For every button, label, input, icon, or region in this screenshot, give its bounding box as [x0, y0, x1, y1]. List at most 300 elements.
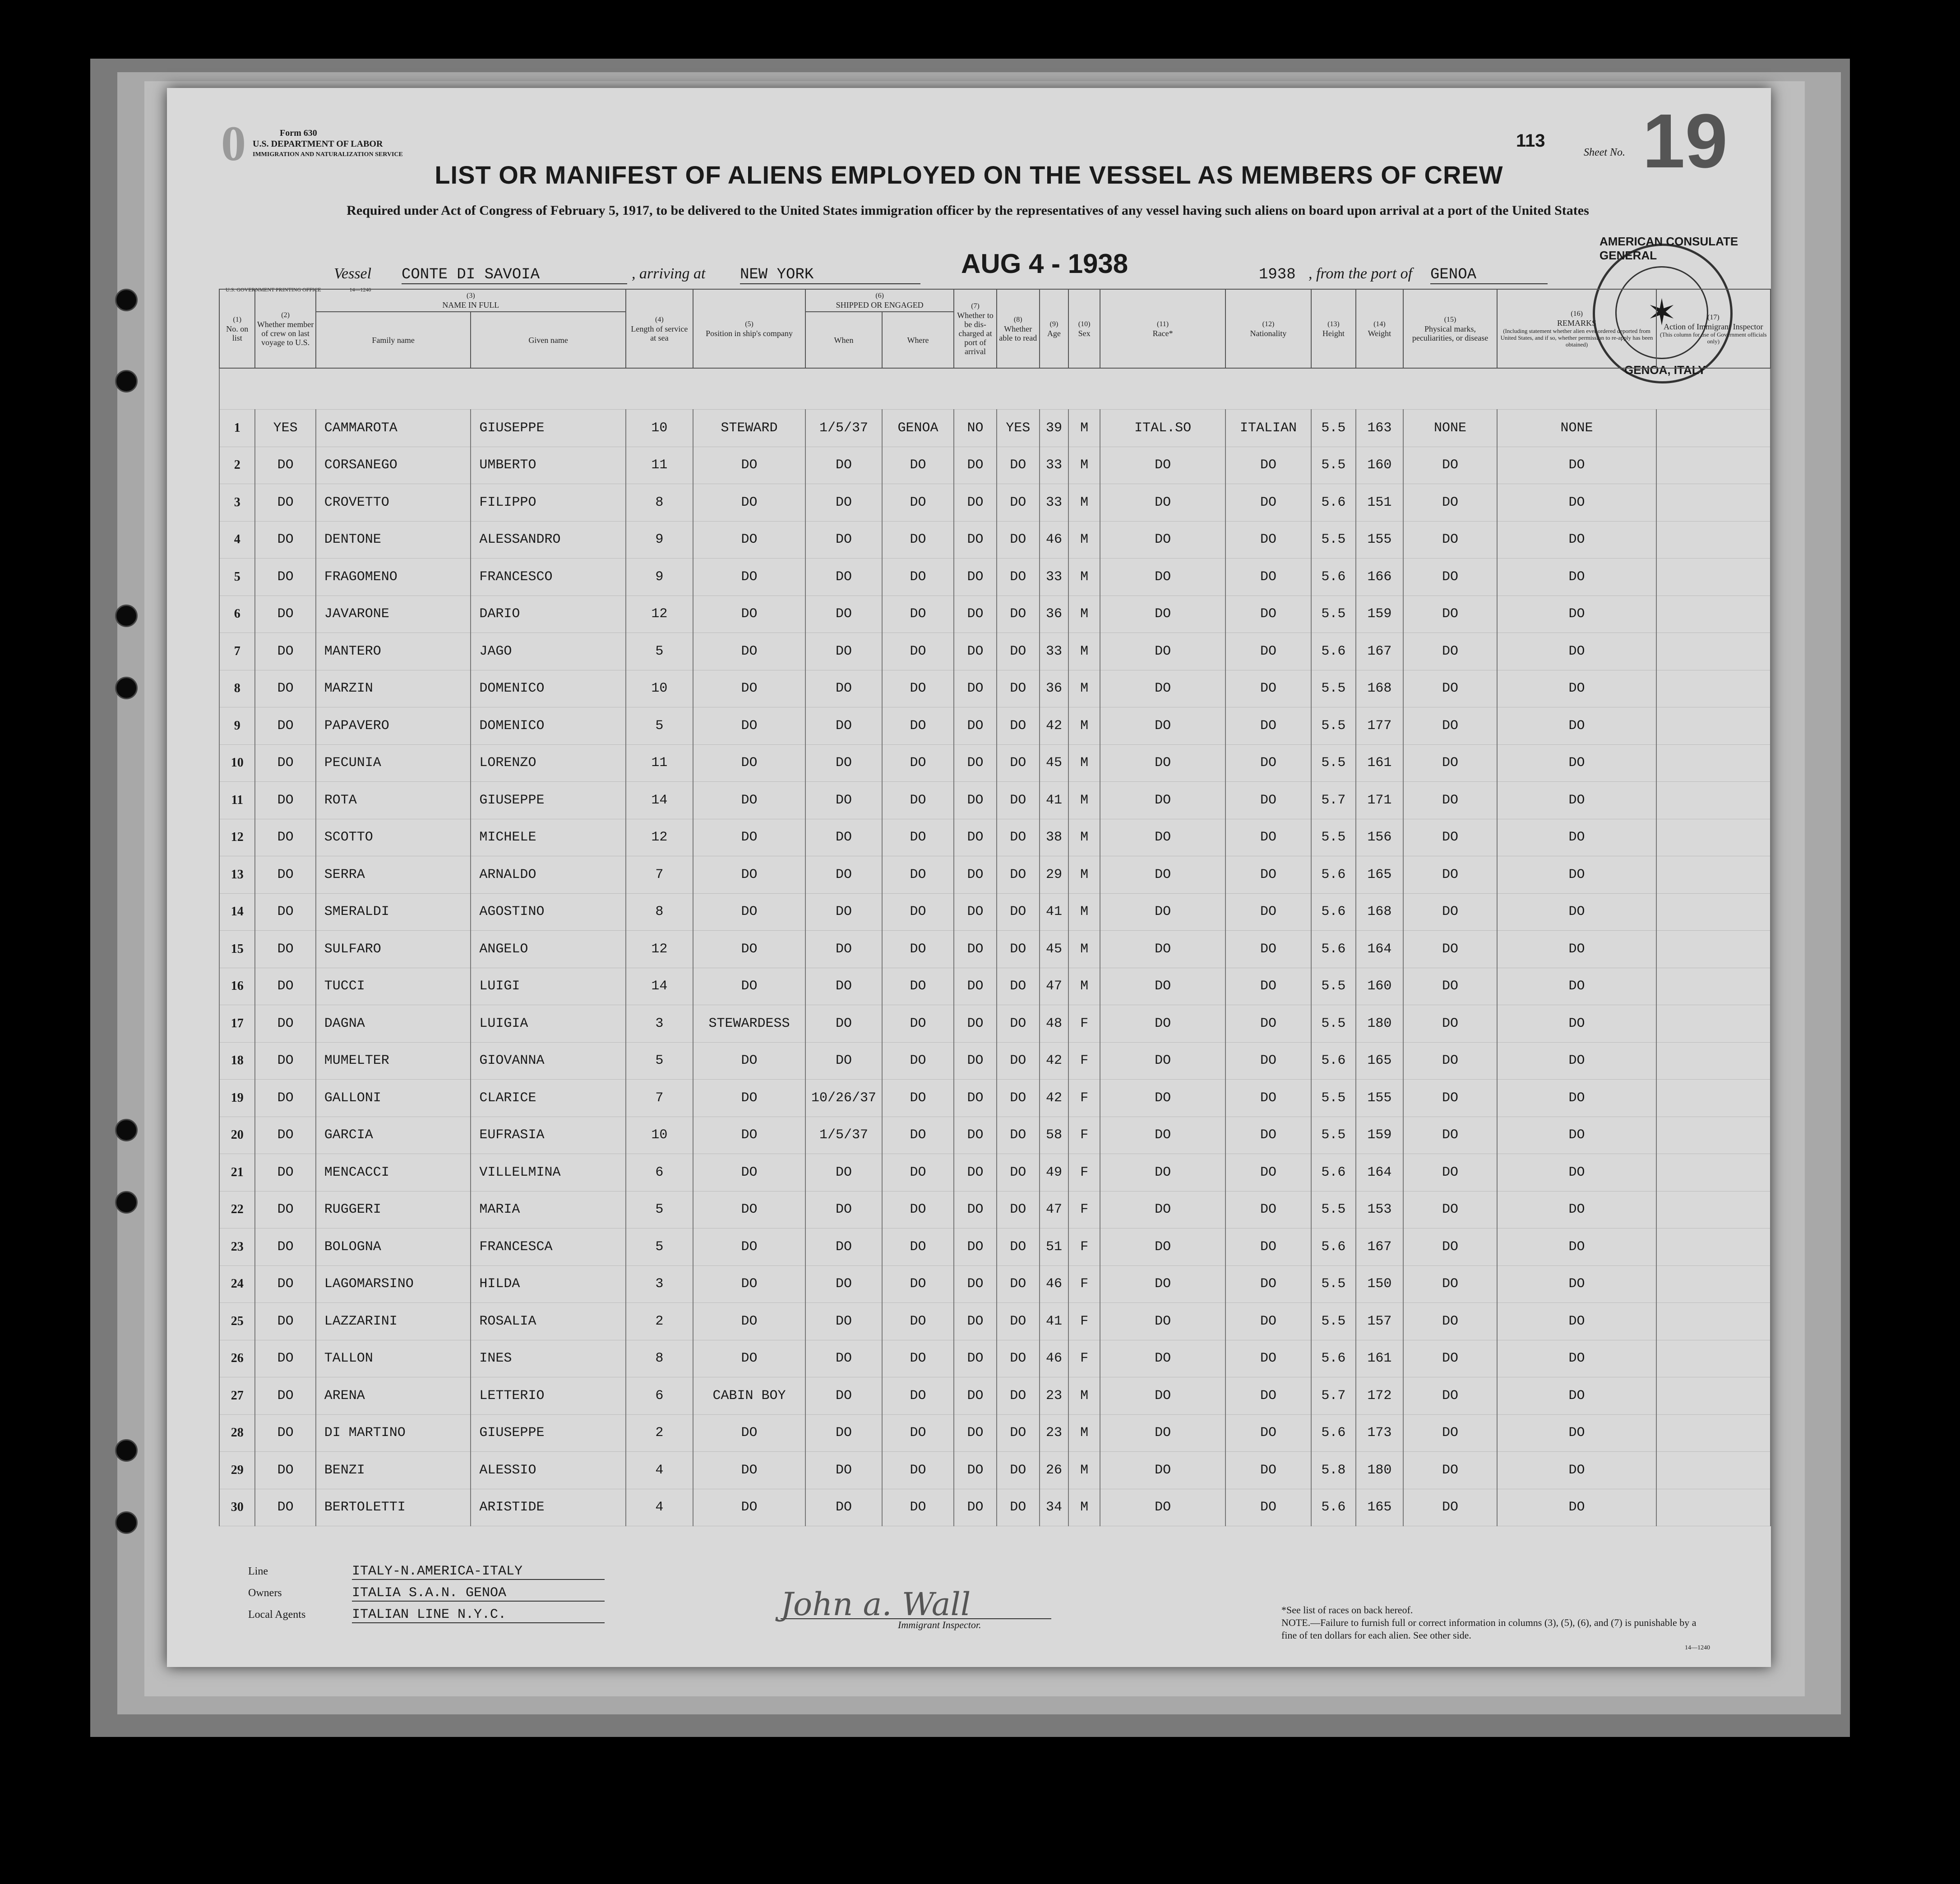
family-name-cell: ARENA	[316, 1377, 471, 1415]
col-header-height: (13) Height	[1311, 289, 1356, 368]
service-cell: 14	[626, 782, 693, 819]
given-name-cell: JAGO	[471, 633, 625, 670]
race-cell: DO	[1100, 521, 1225, 559]
sex-cell: F	[1068, 1228, 1100, 1266]
race-cell: DO	[1100, 1265, 1225, 1303]
service-cell: 12	[626, 931, 693, 968]
weight-cell: 155	[1356, 521, 1403, 559]
service-cell: 5	[626, 1191, 693, 1228]
sex-cell: M	[1068, 670, 1100, 707]
sex-cell: F	[1068, 1042, 1100, 1080]
position-cell: DO	[693, 670, 805, 707]
nationality-cell: DO	[1225, 1005, 1311, 1043]
read-cell: DO	[997, 1191, 1040, 1228]
sex-cell: M	[1068, 968, 1100, 1005]
shipped-when-cell: DO	[805, 819, 882, 856]
discharged-cell: DO	[954, 1452, 997, 1489]
given-name-cell: GIOVANNA	[471, 1042, 625, 1080]
no-cell: 25	[219, 1303, 255, 1340]
table-row	[219, 968, 1770, 1005]
shipped-where-cell: DO	[882, 782, 954, 819]
service-cell: 3	[626, 1265, 693, 1303]
family-name-cell: SULFARO	[316, 931, 471, 968]
remarks-cell: DO	[1497, 596, 1656, 633]
family-name-cell: MENCACCI	[316, 1154, 471, 1191]
shipped-where-cell: DO	[882, 596, 954, 633]
weight-cell: 168	[1356, 670, 1403, 707]
sex-cell: M	[1068, 856, 1100, 894]
nationality-cell: DO	[1225, 633, 1311, 670]
remarks-cell: DO	[1497, 559, 1656, 596]
shipped-where-cell: DO	[882, 1414, 954, 1452]
nationality-cell: DO	[1225, 1377, 1311, 1415]
sex-cell: M	[1068, 931, 1100, 968]
remarks-cell: DO	[1497, 633, 1656, 670]
crew-cell: DO	[255, 1191, 315, 1228]
shipped-when-cell: DO	[805, 484, 882, 522]
race-cell: DO	[1100, 484, 1225, 522]
given-name-cell: FILIPPO	[471, 484, 625, 522]
marks-cell: DO	[1403, 633, 1498, 670]
shipped-when-cell: DO	[805, 447, 882, 484]
table-row	[219, 1117, 1770, 1154]
no-cell: 15	[219, 931, 255, 968]
given-name-cell: LORENZO	[471, 744, 625, 782]
weight-cell: 161	[1356, 744, 1403, 782]
read-cell: DO	[997, 1228, 1040, 1266]
inspector-action-cell	[1656, 1414, 1770, 1452]
position-cell: DO	[693, 633, 805, 670]
remarks-cell: DO	[1497, 1228, 1656, 1266]
family-name-cell: DAGNA	[316, 1005, 471, 1043]
crew-cell: DO	[255, 1117, 315, 1154]
race-cell: DO	[1100, 1340, 1225, 1377]
discharged-cell: DO	[954, 1303, 997, 1340]
crew-cell: DO	[255, 1005, 315, 1043]
arrival-date-stamp: AUG 4 - 1938	[961, 249, 1128, 279]
shipped-when-cell: DO	[805, 633, 882, 670]
shipped-where-cell: DO	[882, 744, 954, 782]
service-cell: 10	[626, 1117, 693, 1154]
form-number: Form 630	[280, 128, 317, 138]
vessel-line	[334, 249, 1687, 289]
age-cell: 41	[1040, 893, 1069, 931]
service-name: IMMIGRATION AND NATURALIZATION SERVICE	[253, 151, 403, 158]
read-cell: DO	[997, 670, 1040, 707]
marks-cell: DO	[1403, 1154, 1498, 1191]
weight-cell: 150	[1356, 1265, 1403, 1303]
service-cell: 4	[626, 1452, 693, 1489]
sex-cell: M	[1068, 521, 1100, 559]
discharged-cell: DO	[954, 1228, 997, 1266]
discharged-cell: DO	[954, 1340, 997, 1377]
race-cell: DO	[1100, 1080, 1225, 1117]
weight-cell: 164	[1356, 931, 1403, 968]
marks-cell: DO	[1403, 1042, 1498, 1080]
race-footnote: *See list of races on back hereof.	[1281, 1604, 1413, 1616]
col-header-nationality: (12) Nationality	[1225, 289, 1311, 368]
crew-cell: DO	[255, 782, 315, 819]
height-cell: 5.6	[1311, 1414, 1356, 1452]
given-name-cell: GIUSEPPE	[471, 1414, 625, 1452]
arrival-year: 1938	[1259, 266, 1296, 283]
shipped-where-cell: DO	[882, 559, 954, 596]
discharged-cell: DO	[954, 521, 997, 559]
table-row	[219, 559, 1770, 596]
discharged-cell: DO	[954, 1377, 997, 1415]
given-name-cell: ALESSIO	[471, 1452, 625, 1489]
age-cell: 48	[1040, 1005, 1069, 1043]
given-name-cell: MARIA	[471, 1191, 625, 1228]
shipped-where-cell: DO	[882, 856, 954, 894]
sex-cell: F	[1068, 1265, 1100, 1303]
service-cell: 12	[626, 596, 693, 633]
shipped-where-cell: DO	[882, 1340, 954, 1377]
shipped-where-cell: DO	[882, 1228, 954, 1266]
weight-cell: 166	[1356, 559, 1403, 596]
inspector-action-cell	[1656, 596, 1770, 633]
discharged-cell: DO	[954, 744, 997, 782]
no-cell: 5	[219, 559, 255, 596]
read-cell: DO	[997, 744, 1040, 782]
footer-code: 14—1240	[1685, 1644, 1710, 1651]
marks-cell: DO	[1403, 1117, 1498, 1154]
height-cell: 5.6	[1311, 856, 1356, 894]
table-row	[219, 670, 1770, 707]
service-cell: 11	[626, 744, 693, 782]
discharged-cell: DO	[954, 1414, 997, 1452]
fine-note: NOTE.—Failure to furnish full or correct information in columns (3), (5), (6), and (7) is punishable by a fine of ten dollars for each alien. See other side.	[1281, 1617, 1697, 1641]
read-cell: DO	[997, 1042, 1040, 1080]
family-name-cell: PAPAVERO	[316, 707, 471, 745]
height-cell: 5.5	[1311, 670, 1356, 707]
owners-value: ITALIA S.A.N. GENOA	[352, 1585, 605, 1602]
marks-cell: DO	[1403, 1005, 1498, 1043]
read-cell: DO	[997, 447, 1040, 484]
spacer-row	[219, 368, 1770, 410]
shipped-when-cell: DO	[805, 1340, 882, 1377]
age-cell: 26	[1040, 1452, 1069, 1489]
shipped-when-cell: DO	[805, 596, 882, 633]
service-cell: 6	[626, 1377, 693, 1415]
position-cell: DO	[693, 559, 805, 596]
shipped-when-cell: DO	[805, 1377, 882, 1415]
remarks-cell: DO	[1497, 1117, 1656, 1154]
printer-name: U.S. GOVERNMENT PRINTING OFFICE	[226, 286, 321, 293]
height-cell: 5.8	[1311, 1452, 1356, 1489]
nationality-cell: DO	[1225, 1191, 1311, 1228]
shipped-when-cell: DO	[805, 1414, 882, 1452]
given-name-cell: DOMENICO	[471, 707, 625, 745]
header-row	[219, 289, 1770, 312]
sex-cell: M	[1068, 744, 1100, 782]
inspector-action-cell	[1656, 1154, 1770, 1191]
discharged-cell: DO	[954, 484, 997, 522]
age-cell: 46	[1040, 1265, 1069, 1303]
col-header-shipped: (6) SHIPPED OR ENGAGED	[805, 289, 954, 312]
shipped-when-cell: DO	[805, 931, 882, 968]
age-cell: 41	[1040, 1303, 1069, 1340]
marks-cell: DO	[1403, 856, 1498, 894]
read-cell: DO	[997, 633, 1040, 670]
given-name-cell: INES	[471, 1340, 625, 1377]
given-name-cell: GIUSEPPE	[471, 782, 625, 819]
shipped-when-cell: DO	[805, 1452, 882, 1489]
age-cell: 41	[1040, 782, 1069, 819]
age-cell: 58	[1040, 1117, 1069, 1154]
position-cell: DO	[693, 893, 805, 931]
weight-cell: 177	[1356, 707, 1403, 745]
remarks-cell: DO	[1497, 1489, 1656, 1526]
no-cell: 17	[219, 1005, 255, 1043]
departure-port: GENOA	[1430, 266, 1548, 284]
given-name-cell: DARIO	[471, 596, 625, 633]
family-name-cell: MUMELTER	[316, 1042, 471, 1080]
binder-hole	[115, 289, 138, 311]
col-header-crew: (2) Whether member of crew on last voyage to U.S.	[255, 289, 315, 368]
age-cell: 33	[1040, 447, 1069, 484]
table-row	[219, 1042, 1770, 1080]
shipped-when-cell: 10/26/37	[805, 1080, 882, 1117]
position-cell: DO	[693, 1303, 805, 1340]
sex-cell: F	[1068, 1080, 1100, 1117]
sex-cell: M	[1068, 410, 1100, 447]
col-header-family: Family name	[316, 312, 471, 368]
shipped-where-cell: DO	[882, 447, 954, 484]
table-row	[219, 1452, 1770, 1489]
remarks-cell: DO	[1497, 1377, 1656, 1415]
height-cell: 5.6	[1311, 1228, 1356, 1266]
shipped-when-cell: 1/5/37	[805, 1117, 882, 1154]
race-cell: DO	[1100, 596, 1225, 633]
table-row	[219, 782, 1770, 819]
read-cell: DO	[997, 893, 1040, 931]
read-cell: DO	[997, 1414, 1040, 1452]
discharged-cell: DO	[954, 1489, 997, 1526]
no-cell: 26	[219, 1340, 255, 1377]
inspector-action-cell	[1656, 521, 1770, 559]
remarks-cell: DO	[1497, 670, 1656, 707]
remarks-cell: DO	[1497, 1080, 1656, 1117]
binder-hole	[115, 370, 138, 392]
inspector-action-cell	[1656, 968, 1770, 1005]
age-cell: 36	[1040, 596, 1069, 633]
no-cell: 19	[219, 1080, 255, 1117]
height-cell: 5.5	[1311, 1005, 1356, 1043]
weight-cell: 157	[1356, 1303, 1403, 1340]
table-row	[219, 819, 1770, 856]
crew-cell: DO	[255, 1303, 315, 1340]
marks-cell: DO	[1403, 1340, 1498, 1377]
crew-cell: DO	[255, 596, 315, 633]
department-name: U.S. DEPARTMENT OF LABOR	[253, 139, 383, 149]
no-cell: 27	[219, 1377, 255, 1415]
crew-cell: DO	[255, 559, 315, 596]
inspector-action-cell	[1656, 1303, 1770, 1340]
inspector-action-cell	[1656, 410, 1770, 447]
service-cell: 11	[626, 447, 693, 484]
shipped-where-cell: DO	[882, 484, 954, 522]
service-cell: 3	[626, 1005, 693, 1043]
family-name-cell: TUCCI	[316, 968, 471, 1005]
shipped-when-cell: DO	[805, 893, 882, 931]
age-cell: 33	[1040, 633, 1069, 670]
position-cell: DO	[693, 968, 805, 1005]
family-name-cell: BOLOGNA	[316, 1228, 471, 1266]
age-cell: 23	[1040, 1377, 1069, 1415]
table-row	[219, 1265, 1770, 1303]
remarks-cell: DO	[1497, 968, 1656, 1005]
shipped-where-cell: DO	[882, 670, 954, 707]
given-name-cell: ALESSANDRO	[471, 521, 625, 559]
nationality-cell: DO	[1225, 447, 1311, 484]
shipped-when-cell: DO	[805, 1005, 882, 1043]
family-name-cell: GALLONI	[316, 1080, 471, 1117]
age-cell: 45	[1040, 744, 1069, 782]
height-cell: 5.5	[1311, 1117, 1356, 1154]
document-subtitle: Required under Act of Congress of February 5, 1917, to be delivered to the United States immigration officer by the representatives of any vessel having such aliens on board upon arrival at a port of the United States	[347, 203, 1589, 218]
weight-cell: 163	[1356, 410, 1403, 447]
read-cell: DO	[997, 856, 1040, 894]
nationality-cell: ITALIAN	[1225, 410, 1311, 447]
sex-cell: F	[1068, 1191, 1100, 1228]
table-row	[219, 1303, 1770, 1340]
marks-cell: DO	[1403, 1303, 1498, 1340]
service-cell: 7	[626, 856, 693, 894]
age-cell: 34	[1040, 1489, 1069, 1526]
nationality-cell: DO	[1225, 1042, 1311, 1080]
shipped-where-cell: DO	[882, 1191, 954, 1228]
age-cell: 42	[1040, 1080, 1069, 1117]
discharged-cell: DO	[954, 968, 997, 1005]
crew-cell: DO	[255, 744, 315, 782]
col-header-race: (11) Race*	[1100, 289, 1225, 368]
sex-cell: M	[1068, 1489, 1100, 1526]
discharged-cell: DO	[954, 856, 997, 894]
inspector-action-cell	[1656, 447, 1770, 484]
no-cell: 1	[219, 410, 255, 447]
family-name-cell: CORSANEGO	[316, 447, 471, 484]
table-row	[219, 1489, 1770, 1526]
family-name-cell: BERTOLETTI	[316, 1489, 471, 1526]
shipped-when-cell: DO	[805, 856, 882, 894]
height-cell: 5.5	[1311, 596, 1356, 633]
crew-cell: DO	[255, 521, 315, 559]
shipped-where-cell: DO	[882, 1042, 954, 1080]
position-cell: DO	[693, 782, 805, 819]
sex-cell: F	[1068, 1005, 1100, 1043]
sex-cell: F	[1068, 1340, 1100, 1377]
read-cell: YES	[997, 410, 1040, 447]
position-cell: DO	[693, 1414, 805, 1452]
service-cell: 5	[626, 633, 693, 670]
race-cell: DO	[1100, 893, 1225, 931]
from-port-label: , from the port of	[1308, 265, 1413, 282]
weight-cell: 165	[1356, 1042, 1403, 1080]
crew-cell: DO	[255, 707, 315, 745]
shipped-when-cell: DO	[805, 707, 882, 745]
inspector-action-cell	[1656, 782, 1770, 819]
height-cell: 5.5	[1311, 744, 1356, 782]
nationality-cell: DO	[1225, 1117, 1311, 1154]
binder-hole	[115, 1191, 138, 1214]
crew-manifest-table	[219, 289, 1771, 1526]
crew-rows	[219, 410, 1770, 1526]
inspector-action-cell	[1656, 1191, 1770, 1228]
line-label: Line	[248, 1565, 268, 1577]
weight-cell: 161	[1356, 1340, 1403, 1377]
no-cell: 9	[219, 707, 255, 745]
age-cell: 39	[1040, 410, 1069, 447]
given-name-cell: HILDA	[471, 1265, 625, 1303]
nationality-cell: DO	[1225, 856, 1311, 894]
read-cell: DO	[997, 819, 1040, 856]
shipped-when-cell: DO	[805, 968, 882, 1005]
crew-cell: DO	[255, 1377, 315, 1415]
discharged-cell: DO	[954, 1154, 997, 1191]
family-name-cell: CAMMAROTA	[316, 410, 471, 447]
binder-hole	[115, 1511, 138, 1534]
shipped-where-cell: DO	[882, 819, 954, 856]
height-cell: 5.6	[1311, 484, 1356, 522]
age-cell: 46	[1040, 521, 1069, 559]
weight-cell: 168	[1356, 893, 1403, 931]
service-cell: 5	[626, 1042, 693, 1080]
given-name-cell: EUFRASIA	[471, 1117, 625, 1154]
table-row	[219, 744, 1770, 782]
read-cell: DO	[997, 968, 1040, 1005]
col-header-read: (8) Whether able to read	[997, 289, 1040, 368]
inspector-action-cell	[1656, 633, 1770, 670]
service-cell: 12	[626, 819, 693, 856]
table-row	[219, 410, 1770, 447]
inspector-action-cell	[1656, 1080, 1770, 1117]
marks-cell: DO	[1403, 596, 1498, 633]
shipped-where-cell: DO	[882, 1117, 954, 1154]
position-cell: STEWARDESS	[693, 1005, 805, 1043]
marks-cell: DO	[1403, 893, 1498, 931]
vessel-name: CONTE DI SAVOIA	[402, 266, 627, 284]
inspector-action-cell	[1656, 1377, 1770, 1415]
col-header-discharged: (7) Whether to be dis-charged at port of arrival	[954, 289, 997, 368]
nationality-cell: DO	[1225, 893, 1311, 931]
sex-cell: M	[1068, 596, 1100, 633]
race-cell: DO	[1100, 856, 1225, 894]
shipped-when-cell: DO	[805, 1154, 882, 1191]
remarks-cell: DO	[1497, 893, 1656, 931]
height-cell: 5.6	[1311, 893, 1356, 931]
inspector-action-cell	[1656, 670, 1770, 707]
remarks-cell: DO	[1497, 819, 1656, 856]
marks-cell: DO	[1403, 1414, 1498, 1452]
weight-cell: 160	[1356, 447, 1403, 484]
table-row	[219, 931, 1770, 968]
nationality-cell: DO	[1225, 1340, 1311, 1377]
shipped-where-cell: DO	[882, 893, 954, 931]
col-header-no: (1) No. on list	[219, 289, 255, 368]
crew-cell: DO	[255, 1042, 315, 1080]
binder-hole	[115, 1439, 138, 1462]
marks-cell: DO	[1403, 1377, 1498, 1415]
weight-cell: 180	[1356, 1452, 1403, 1489]
position-cell: DO	[693, 1340, 805, 1377]
crew-cell: DO	[255, 447, 315, 484]
service-cell: 5	[626, 1228, 693, 1266]
shipped-where-cell: DO	[882, 1005, 954, 1043]
height-cell: 5.7	[1311, 1377, 1356, 1415]
weight-cell: 159	[1356, 1117, 1403, 1154]
race-cell: DO	[1100, 968, 1225, 1005]
